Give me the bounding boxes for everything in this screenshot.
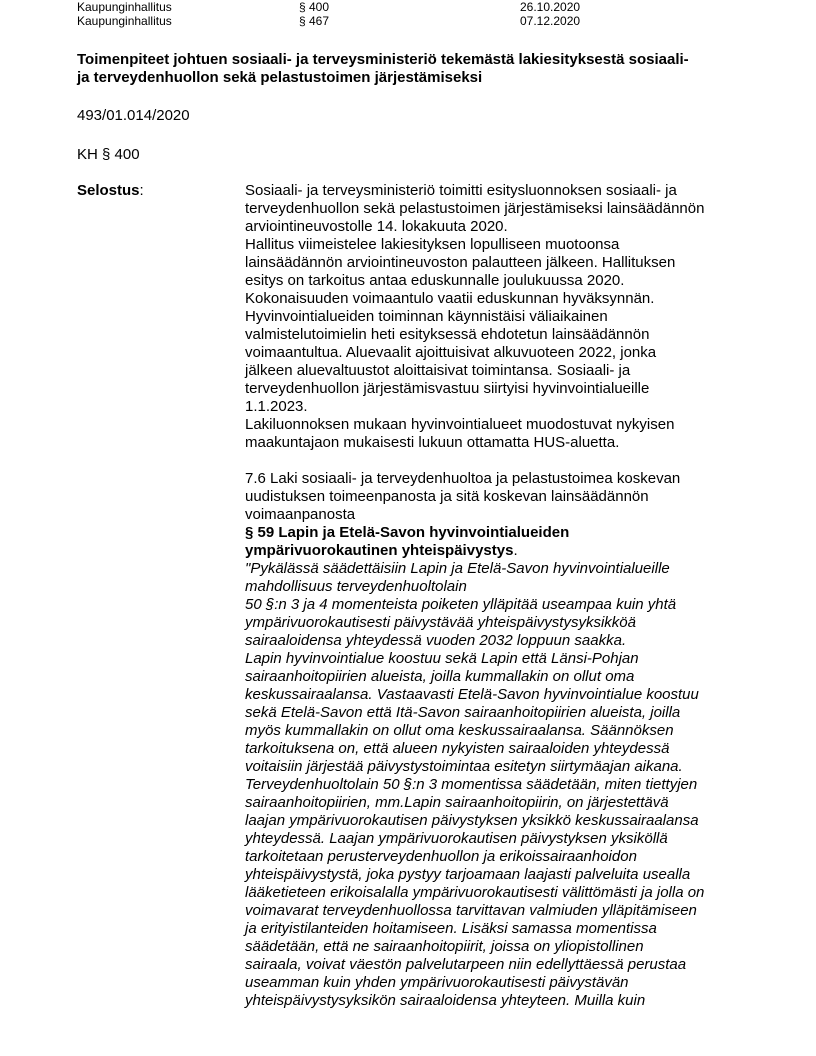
header-row xyxy=(77,14,597,28)
selostus-body xyxy=(245,182,765,1010)
paragraph-line: Lakiluonnoksen mukaan hyvinvointialueet muodostuvat nykyisen xyxy=(245,416,675,433)
title-line: ja terveydenhuollon sekä pelastustoimen järjestämiseksi xyxy=(77,69,483,86)
section-intro-line: 7.6 Laki sosiaali- ja terveydenhuoltoa ja pelastustoimea koskevan xyxy=(245,470,681,487)
quote-line: yhteispäivystysyksikön sairaaloidensa yhteyteen. Muilla kuin xyxy=(245,992,646,1009)
quote-line: säädetään, että ne sairaanhoitopiirit, joissa on yliopistollinen xyxy=(245,938,644,955)
quote-line: myös kummallakin on ollut oma keskussairaalansa. Säännöksen xyxy=(245,722,674,739)
section-intro-line: voimaanpanosta xyxy=(245,506,356,523)
paragraph-line: terveydenhuollon sekä pelastustoimen järjestämiseksi lainsäädännön xyxy=(245,200,705,217)
quote-line: tarkoituksena on, että alueen nykyisten sairaaloiden yhteydessä xyxy=(245,740,670,757)
paragraph-gap xyxy=(245,452,765,470)
header-row xyxy=(77,0,597,14)
paragraph-line: valmistelutoimielin heti esityksessä ehdotetun lainsäädännön xyxy=(245,326,650,343)
section-heading-line: ympärivuorokautinen yhteispäivystys xyxy=(245,542,514,559)
header-organ: Kaupunginhallitus xyxy=(77,0,172,14)
paragraph-line: voimaantultua. Aluevaalit ajoittuisivat alkuvuoteen 2022, jonka xyxy=(245,344,657,361)
quote-line: ja erityistilanteiden hoitamiseen. Lisäksi samassa momentissa xyxy=(245,920,657,937)
quote-line: mahdollisuus terveydenhuoltolain xyxy=(245,578,467,595)
section-heading-line-wrap xyxy=(245,542,765,560)
quote-line: tarkoitetaan perusterveydenhuollon ja erikoissairaanhoidon xyxy=(245,848,637,865)
paragraph-line: terveydenhuollon järjestämisvastuu siirtyisi hyvinvointialueille xyxy=(245,380,650,397)
quote-line: ympärivuorokautisesti päivystävää yhteispäivystysyksikköä xyxy=(245,614,636,631)
paragraph-line: jälkeen aluevaltuustot aloittaisivat toimintansa. Sosiaali- ja xyxy=(245,362,631,379)
quote-line: laajan ympärivuorokautisen päivystyksen yksikkö keskussairaalansa xyxy=(245,812,699,829)
quote-line: sairaaloidensa yhteydessä vuoden 2032 loppuun saakka. xyxy=(245,632,627,649)
paragraph-line: maakuntajaon mukaisesti lukuun ottamatta HUS-aluetta. xyxy=(245,434,620,451)
quote-line: Lapin hyvinvointialue koostuu sekä Lapin että Länsi-Pohjan xyxy=(245,650,639,667)
header-section: § 400 xyxy=(299,0,330,14)
document-title xyxy=(77,51,757,87)
quote-line: yhteispäivystystä, joka pystyy tarjoamaan laajasti palveluita usealla xyxy=(245,866,691,883)
quote-line: sairaanhoitopiirien alueista, joilla kummallakin on ollut oma xyxy=(245,668,635,685)
section-intro-line: uudistuksen toimeenpanosta ja sitä koskevan lainsäädännön xyxy=(245,488,649,505)
paragraph-line: Sosiaali- ja terveysministeriö toimitti esitysluonnoksen sosiaali- ja xyxy=(245,182,677,199)
paragraph-line: esitys on tarkoitus antaa eduskunnalle joulukuussa 2020. xyxy=(245,272,625,289)
section-heading-line: § 59 Lapin ja Etelä-Savon hyvinvointialueiden xyxy=(245,524,570,541)
quote-line: yhteydessä. Laajan ympärivuorokautisen päivystyksen yksiköllä xyxy=(245,830,668,847)
kh-reference: KH § 400 xyxy=(77,146,140,163)
title-line: Toimenpiteet johtuen sosiaali- ja terveysministeriö tekemästä lakiesityksestä sosiaali- xyxy=(77,51,689,68)
quote-line: voitaisiin järjestää päivystystoimintaa esitetyn siirtymäajan aikana. xyxy=(245,758,683,775)
section-heading-period: . xyxy=(513,542,518,559)
paragraph-line: Kokonaisuuden voimaantulo vaatii eduskunnan hyväksynnän. xyxy=(245,290,655,307)
header-section: § 467 xyxy=(299,14,330,28)
quote-line: sairaanhoitopiirien, mm.Lapin sairaanhoitopiirin, on järjestettävä xyxy=(245,794,669,811)
quote-line: keskussairaalansa. Vastaavasti Etelä-Savon hyvinvointialue koostuu xyxy=(245,686,699,703)
quote-line: sairaala, voivat väestön palvelutarpeen niin edellyttäessä perustaa xyxy=(245,956,687,973)
quote-line: useamman kuin yhden ympärivuorokautisesti päivystävän xyxy=(245,974,629,991)
paragraph-line: lainsäädännön arviointineuvoston palautteen jälkeen. Hallituksen xyxy=(245,254,676,271)
record-number: 493/01.014/2020 xyxy=(77,107,190,124)
paragraph-line: arviointineuvostolle 14. lokakuuta 2020. xyxy=(245,218,508,235)
selostus-label xyxy=(77,182,144,200)
paragraph-line: Hallitus viimeistelee lakiesityksen lopulliseen muotoonsa xyxy=(245,236,620,253)
header-date: 26.10.2020 xyxy=(520,0,581,14)
selostus-label-text: Selostus xyxy=(77,182,140,199)
header-organ: Kaupunginhallitus xyxy=(77,14,172,28)
quote-line: Terveydenhuoltolain 50 §:n 3 momentissa säädetään, miten tiettyjen xyxy=(245,776,698,793)
selostus-colon: : xyxy=(139,182,144,199)
quote-line: 50 §:n 3 ja 4 momenteista poiketen ylläpitää useampaa kuin yhtä xyxy=(245,596,677,613)
header-date: 07.12.2020 xyxy=(520,14,581,28)
quote-line: voimavarat terveydenhuollossa tarvittavan valmiuden ylläpitämiseen xyxy=(245,902,697,919)
quote-line: lääketieteen erikoisalalla ympärivuorokautisesti välittömästi ja jolla on xyxy=(245,884,705,901)
paragraph-line: 1.1.2023. xyxy=(245,398,308,415)
quote-line: "Pykälässä säädettäisiin Lapin ja Etelä-Savon hyvinvointialueille xyxy=(245,560,670,577)
paragraph-line: Hyvinvointialueiden toiminnan käynnistäisi väliaikainen xyxy=(245,308,608,325)
quote-line: sekä Etelä-Savon että Itä-Savon sairaanhoitopiirien alueista, joilla xyxy=(245,704,681,721)
